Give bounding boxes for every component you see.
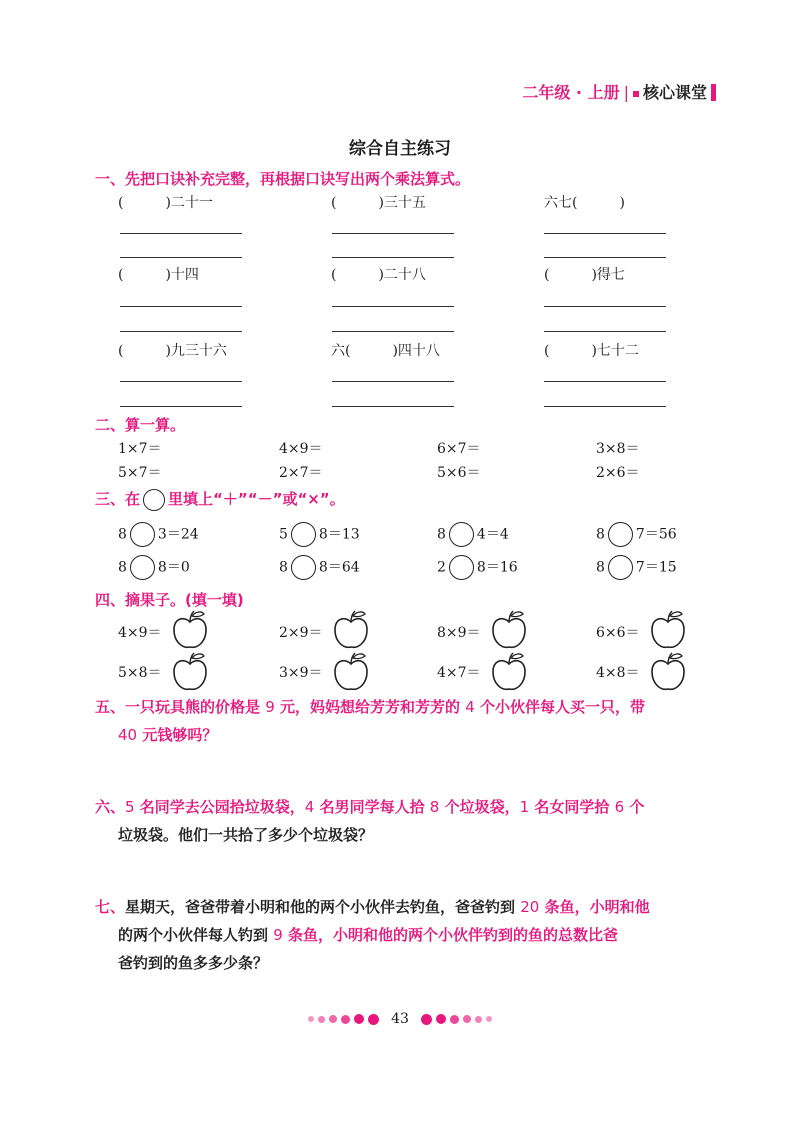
dot-icon [329,1015,337,1023]
answer-line[interactable] [544,331,666,332]
apple-icon[interactable] [489,608,529,652]
operator-circle[interactable] [608,522,633,547]
dot-icon [368,1014,379,1025]
answer-line[interactable] [332,233,454,234]
answer-line[interactable] [332,257,454,258]
calc-item: 5×7＝ [118,465,162,481]
fruit-equation: 2×9＝ [279,625,323,641]
operator-item: 8 8＝64 [279,555,360,580]
section-3-heading [95,488,345,511]
answer-line[interactable] [120,233,242,234]
rhyme-cell: ( )九三十六 [118,343,227,359]
answer-line[interactable] [332,381,454,382]
rhyme-cell: ( )得七 [544,267,625,283]
operator-item: 5 8＝13 [279,522,360,547]
operator-circle[interactable] [130,555,155,580]
operator-item: 8 3＝24 [118,522,199,547]
section-3-heading-post: 里填上“＋”“－”或“×”。 [168,490,345,508]
grade-label: 二年级 · 上册 [522,83,620,102]
rhyme-cell: 六七( ) [544,195,625,211]
fruit-equation: 8×9＝ [437,625,481,641]
operator-item: 8 7＝15 [596,555,677,580]
dot-icon [318,1016,325,1023]
answer-line[interactable] [120,306,242,307]
dot-icon [308,1016,314,1022]
calc-item: 4×9＝ [279,441,323,457]
apple-icon[interactable] [331,650,371,694]
page-header [0,80,716,103]
answer-line[interactable] [544,406,666,407]
section-2-heading: 二、算一算。 [95,416,186,434]
page-title: 综合自主练习 [349,139,451,159]
word-problem-6: 六、5 名同学去公园拾垃圾袋，4 名男同学每人拾 8 个垃圾袋，1 名女同学拾 6 个 垃圾袋。他们一共拾了多少个垃圾袋？ [95,798,645,844]
answer-line[interactable] [332,331,454,332]
dot-icon [341,1015,350,1024]
answer-line[interactable] [120,406,242,407]
answer-line[interactable] [120,257,242,258]
apple-icon[interactable] [489,650,529,694]
apple-icon[interactable] [170,650,210,694]
calc-item: 6×7＝ [437,441,481,457]
operator-item: 8 8＝0 [118,555,190,580]
rhyme-cell: ( )二十八 [331,267,426,283]
calc-item: 2×6＝ [596,465,640,481]
dot-icon [450,1015,459,1024]
dot-icon [463,1015,471,1023]
operator-circle[interactable] [291,555,316,580]
fruit-equation: 5×8＝ [118,665,162,681]
answer-line[interactable] [332,406,454,407]
operator-circle[interactable] [291,522,316,547]
rhyme-cell: ( )十四 [118,267,199,283]
section-3-heading-pre: 三、在 [95,490,141,508]
answer-line[interactable] [332,306,454,307]
apple-icon[interactable] [648,650,688,694]
bar-icon [711,84,716,101]
dot-icon [486,1016,492,1022]
circle-icon [143,489,165,511]
rhyme-cell: ( )二十一 [118,195,213,211]
operator-circle[interactable] [130,522,155,547]
apple-icon[interactable] [170,608,210,652]
fruit-equation: 6×6＝ [596,625,640,641]
operator-item: 2 8＝16 [437,555,518,580]
page-footer [0,1011,800,1027]
apple-icon[interactable] [331,608,371,652]
calc-item: 1×7＝ [118,441,162,457]
answer-line[interactable] [544,306,666,307]
operator-item: 8 4＝4 [437,522,509,547]
answer-line[interactable] [120,331,242,332]
operator-circle[interactable] [449,555,474,580]
word-problem-5: 五、一只玩具熊的价格是 9 元，妈妈想给芳芳和芳芳的 4 个小伙伴每人买一只，带 40 元钱够吗？ [95,698,646,744]
answer-line[interactable] [120,381,242,382]
answer-line[interactable] [544,381,666,382]
rhyme-cell: 六( )四十八 [331,343,440,359]
operator-circle[interactable] [608,555,633,580]
apple-icon[interactable] [648,608,688,652]
operator-circle[interactable] [449,522,474,547]
word-problem-7: 七、星期天，爸爸带着小明和他的两个小伙伴去钓鱼，爸爸钓到 20 条鱼，小明和他 的两个小伙伴每人钓到 9 条鱼，小明和他的两个小伙伴钓到的鱼的总数比爸 爸钓到的鱼多多少条？ [95,898,650,972]
square-icon [633,91,639,97]
rhyme-cell: ( )三十五 [331,195,426,211]
answer-line[interactable] [544,233,666,234]
calc-item: 3×8＝ [596,441,640,457]
answer-line[interactable] [544,257,666,258]
calc-item: 2×7＝ [279,465,323,481]
fruit-equation: 4×8＝ [596,665,640,681]
dot-icon [354,1014,364,1024]
dot-icon [421,1014,432,1025]
rhyme-cell: ( )七十二 [544,343,639,359]
fruit-equation: 3×9＝ [279,665,323,681]
dot-icon [436,1014,446,1024]
page-number: 43 [391,1011,409,1027]
series-label: 核心课堂 [642,83,707,102]
fruit-equation: 4×7＝ [437,665,481,681]
dot-icon [475,1016,482,1023]
header-separator: | [623,83,629,102]
calc-item: 5×6＝ [437,465,481,481]
fruit-equation: 4×9＝ [118,625,162,641]
section-1-heading: 一、先把口诀补充完整，再根据口诀写出两个乘法算式。 [95,170,471,188]
section-4-heading: 四、摘果子。(填一填) [95,591,244,609]
operator-item: 8 7＝56 [596,522,677,547]
